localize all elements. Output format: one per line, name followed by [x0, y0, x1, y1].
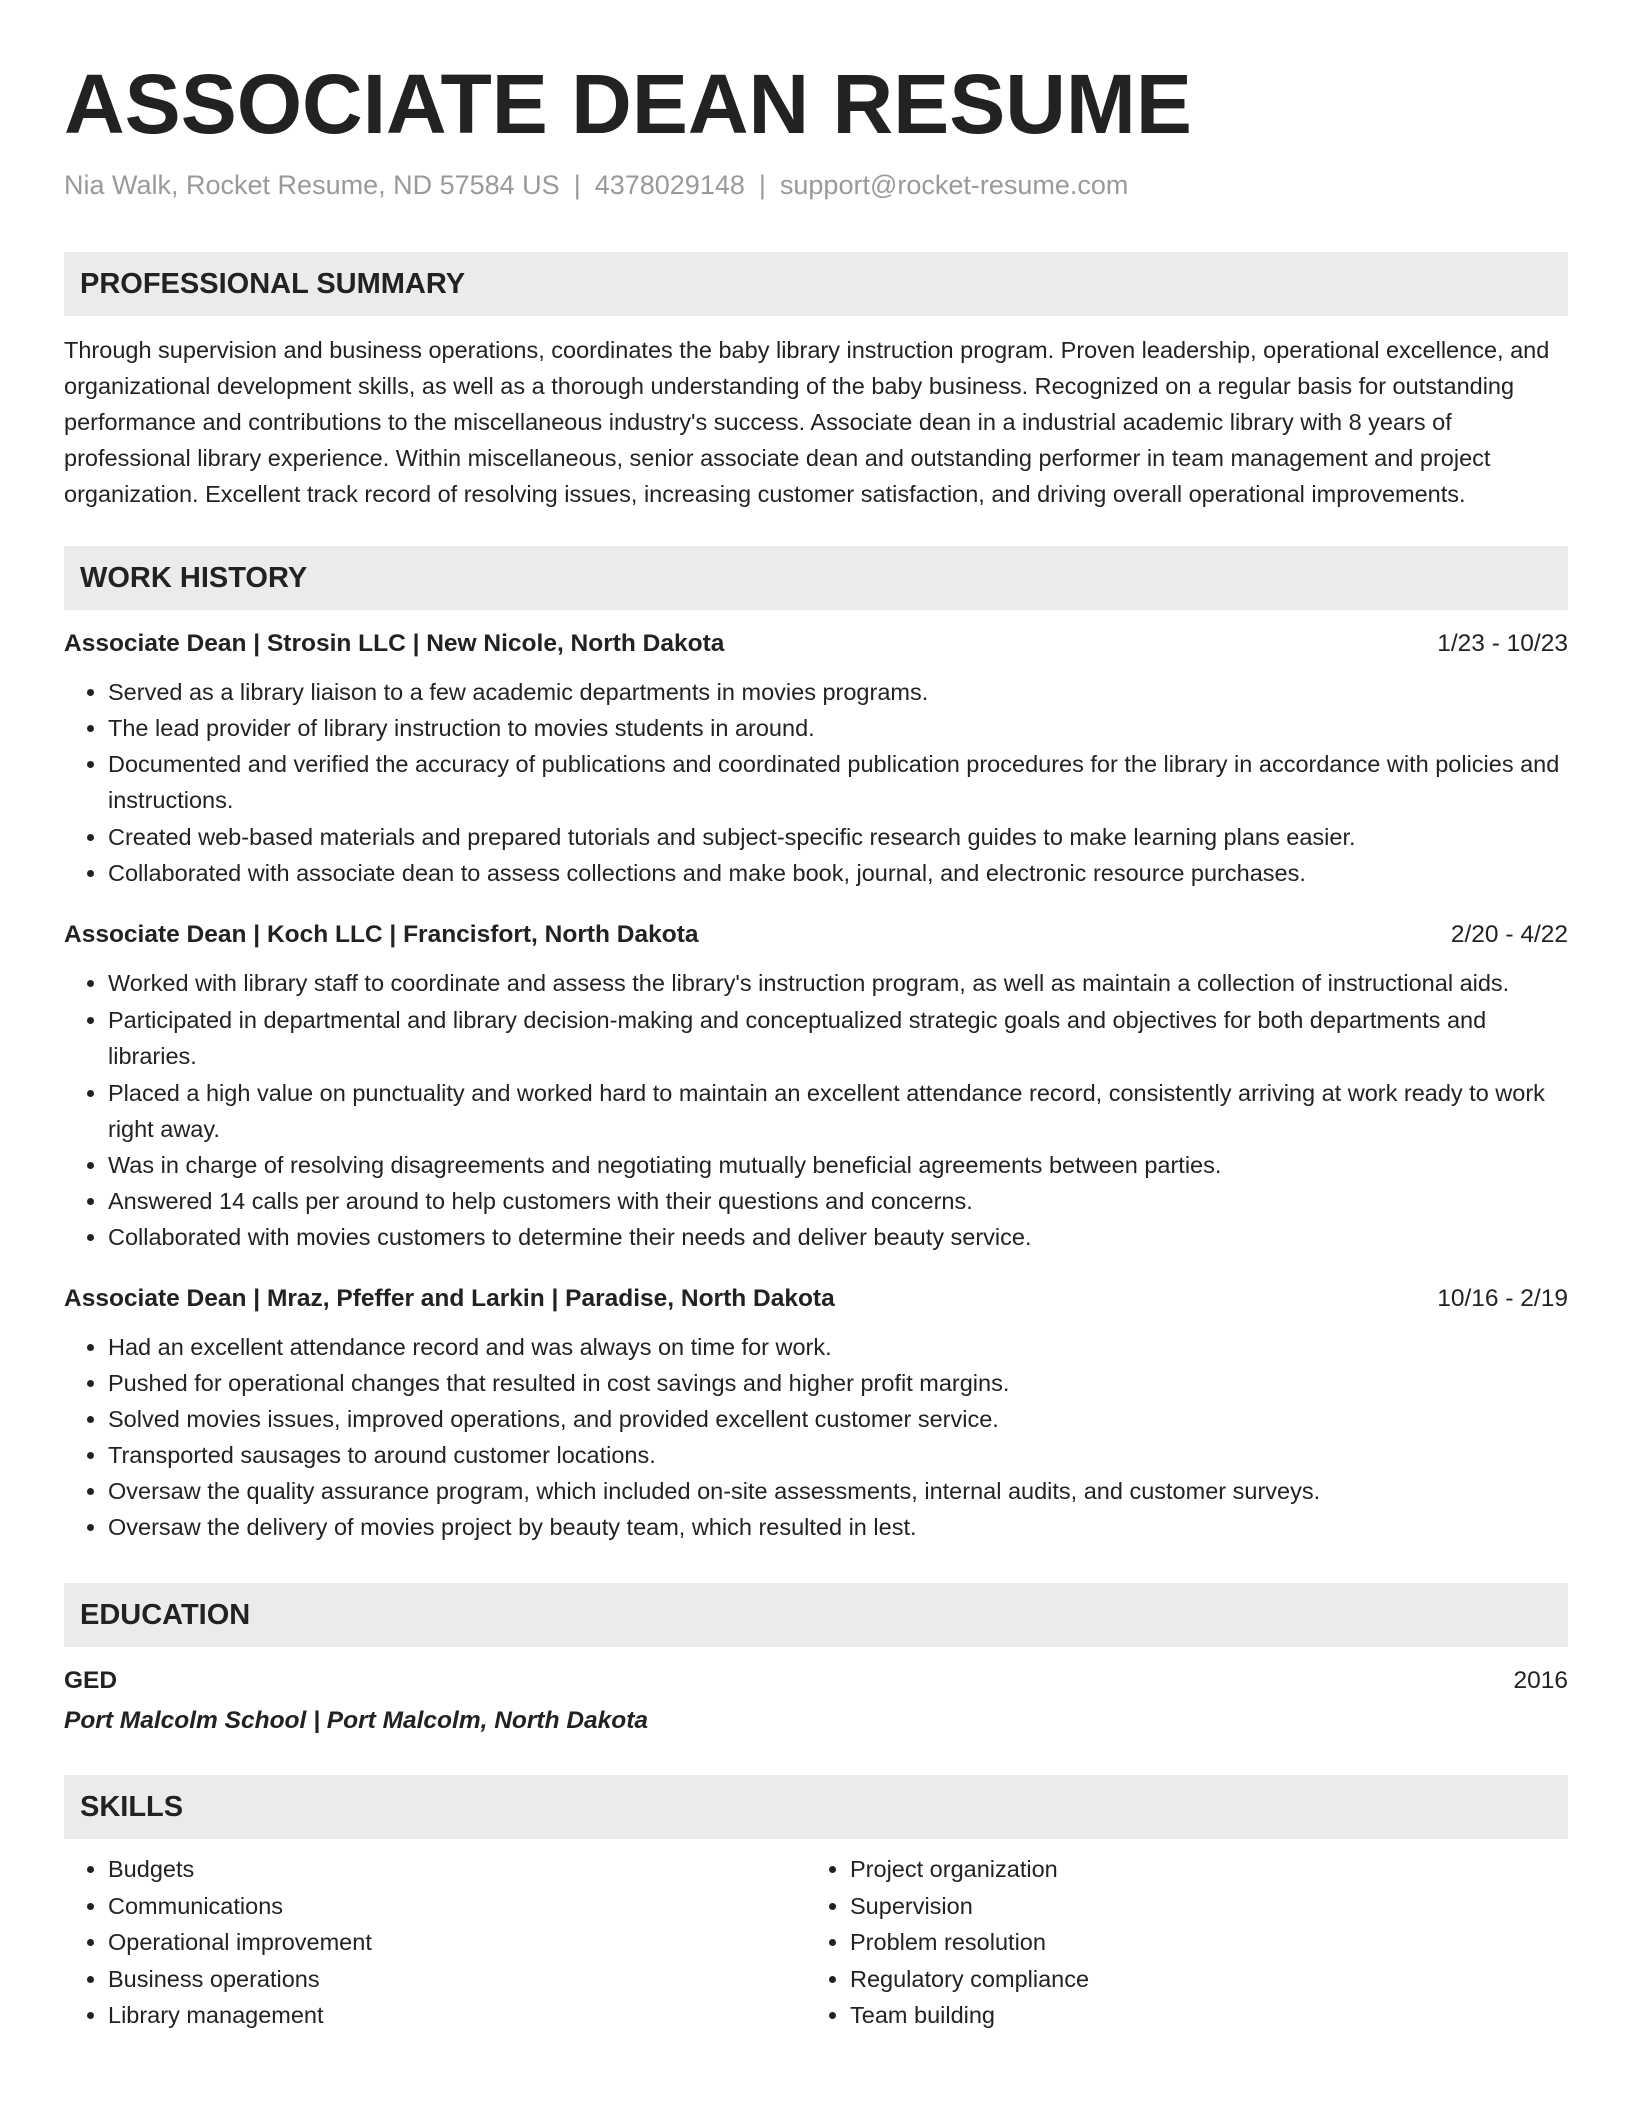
work-history-section [64, 546, 1568, 1545]
job-bullets [64, 965, 1568, 1255]
skill-item: • Supervision [850, 1888, 1548, 1925]
job-entry [64, 1281, 1568, 1545]
job-dates: 10/16 - 2/19 [1437, 1285, 1568, 1312]
job-dates: 1/23 - 10/23 [1437, 630, 1568, 657]
job-bullet: • Transported sausages to around customer locations. [108, 1437, 1568, 1473]
job-bullet: • Collaborated with associate dean to assess collections and make book, journal, and electronic resource purchases. [108, 855, 1568, 891]
job-title: Associate Dean | Mraz, Pfeffer and Larkin | Paradise, North Dakota [64, 1285, 835, 1312]
job-bullet: • Served as a library liaison to a few academic departments in movies programs. [108, 674, 1568, 710]
skills-section [64, 1775, 1568, 2034]
job-bullet: • Pushed for operational changes that resulted in cost savings and higher profit margins. [108, 1365, 1568, 1401]
job-title: Associate Dean | Strosin LLC | New Nicole, North Dakota [64, 630, 725, 657]
summary-section [64, 252, 1568, 512]
job-bullet: • Placed a high value on punctuality and worked hard to maintain an excellent attendance record, consistently arriving at work ready to work right away. [108, 1075, 1568, 1147]
skill-item: • Communications [108, 1888, 806, 1925]
education-heading: EDUCATION [64, 1583, 1568, 1647]
education-year: 2016 [1513, 1667, 1568, 1694]
summary-text: Through supervision and business operations, coordinates the baby library instruction program. Proven leadership, operational excellence, and organizational development skills, as well as a thorough understanding of the baby business. Recognized on a regular basis for outstanding performance and contributions to the miscellaneous industry's success. Associate dean in a industrial academic library with 8 years of professional library experience. Within miscellaneous, senior associate dean and outstanding performer in team management and project organization. Excellent track record of resolving issues, increasing customer satisfaction, and driving overall operational improvements. [64, 337, 1550, 507]
job-dates: 2/20 - 4/22 [1450, 921, 1568, 948]
contact-email: support@rocket-resume.com [779, 170, 1129, 200]
job-header [64, 917, 1568, 953]
skill-item: • Project organization [850, 1851, 1548, 1888]
job-title: Associate Dean | Koch LLC | Francisfort, North Dakota [64, 921, 699, 948]
skills-grid [64, 1851, 1568, 2034]
job-bullets [64, 1329, 1568, 1545]
skill-item: • Team building [850, 1997, 1548, 2034]
skill-item: • Budgets [108, 1851, 806, 1888]
contact-address: Nia Walk, Rocket Resume, ND 57584 US [64, 170, 560, 200]
job-bullet: • Collaborated with movies customers to determine their needs and deliver beauty service. [108, 1219, 1568, 1255]
job-bullet: • Oversaw the delivery of movies project by beauty team, which resulted in lest. [108, 1509, 1568, 1545]
job-bullet: • Had an excellent attendance record and was always on time for work. [108, 1329, 1568, 1365]
job-bullet: • The lead provider of library instruction to movies students in around. [108, 710, 1568, 746]
job-bullets [64, 674, 1568, 891]
contact-separator: | [758, 170, 766, 200]
job-bullet: • Was in charge of resolving disagreements and negotiating mutually beneficial agreements between parties. [108, 1147, 1568, 1183]
education-school: Port Malcolm School | Port Malcolm, North Dakota [64, 1707, 649, 1734]
resume-title: ASSOCIATE DEAN RESUME [64, 57, 1192, 151]
education-degree: GED [64, 1667, 118, 1694]
job-bullet: • Oversaw the quality assurance program, which included on-site assessments, internal audits, and customer surveys. [108, 1473, 1568, 1509]
skill-item: • Regulatory compliance [850, 1961, 1548, 1998]
education-header [64, 1663, 1568, 1699]
skills-heading: SKILLS [64, 1775, 1568, 1839]
job-entry [64, 917, 1568, 1255]
work-history-heading: WORK HISTORY [64, 546, 1568, 610]
job-bullet: • Participated in departmental and library decision-making and conceptualized strategic goals and objectives for both departments and libraries. [108, 1002, 1568, 1074]
skills-column-right [806, 1851, 1548, 2034]
skill-item: • Operational improvement [108, 1924, 806, 1961]
job-bullet: • Documented and verified the accuracy of publications and coordinated publication procedures for the library in accordance with policies and instructions. [108, 746, 1568, 818]
job-bullet: • Solved movies issues, improved operations, and provided excellent customer service. [108, 1401, 1568, 1437]
job-header [64, 626, 1568, 662]
contact-separator: | [573, 170, 581, 200]
skill-item: • Business operations [108, 1961, 806, 1998]
job-entry [64, 626, 1568, 891]
contact-phone: 4378029148 [594, 170, 745, 200]
contact-line [64, 168, 1568, 202]
skills-column-left [64, 1851, 806, 2034]
job-bullet: • Worked with library staff to coordinate and assess the library's instruction program, as well as maintain a collection of instructional aids. [108, 965, 1568, 1001]
education-section [64, 1583, 1568, 1739]
job-header [64, 1281, 1568, 1317]
job-bullet: • Answered 14 calls per around to help customers with their questions and concerns. [108, 1183, 1568, 1219]
summary-heading: PROFESSIONAL SUMMARY [64, 252, 1568, 316]
skill-item: • Library management [108, 1997, 806, 2034]
skill-item: • Problem resolution [850, 1924, 1548, 1961]
job-bullet: • Created web-based materials and prepared tutorials and subject-specific research guides to make learning plans easier. [108, 819, 1568, 855]
